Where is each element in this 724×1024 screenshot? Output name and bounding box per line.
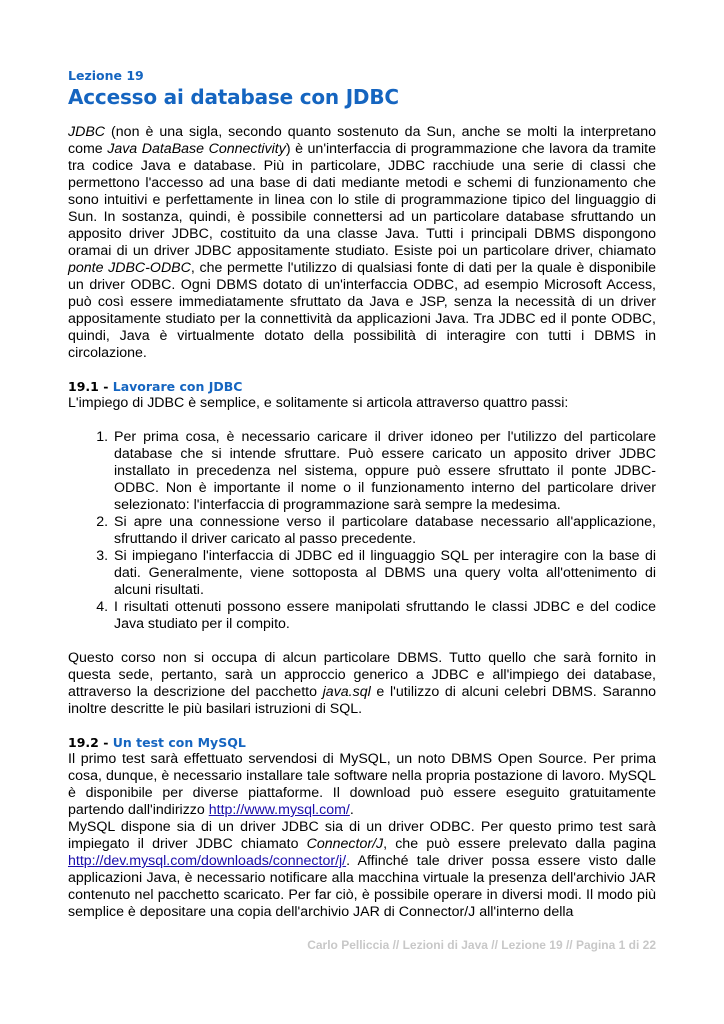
lesson-label: Lezione 19 [68, 68, 144, 83]
intro-paragraph [68, 124, 656, 362]
text-run: . Affinché tale driver possa essere visto dalle applicazioni Java, è necessario notificare alla macchina virtuale la presenza dell'archivio JAR contenuto nel pacchetto scaricato. Per far ciò, è possibile operare in diversi modi. Il modo più semplice è depositare una copia dell'archivio JAR di Connector/J all'interno della [68, 853, 656, 920]
text-run: ) è un'interfaccia di programmazione che lavora da tramite tra codice Java e database. Più in particolare, JDBC racchiude una serie di classi che permettono l'accesso ad una base di dati mediante metodi e schemi di funzionamento che sono intuitivi e perfettamente in linea con lo stile di programmazione tipico del linguaggio di Sun. In sostanza, quindi, è possibile connettersi ad un particolare database sfruttando un apposito driver JDBC, costituito da una classe Java. Tutti i principali DBMS dispongono oramai di un driver JDBC appositamente studiato. Esiste poi un particolare driver, chiamato [68, 141, 657, 259]
italic-term: Connector/J [306, 836, 384, 852]
list-item: 4. I risultati ottenuti possono essere manipolati sfruttando le classi JDBC e del codice Java studiato per il compito. [112, 599, 656, 633]
text-run: MySQL dispone sia di un driver JDBC sia di un driver ODBC. Per questo primo test sarà impiegato il driver JDBC chiamato [68, 819, 656, 852]
section-title: Lavorare con JDBC [112, 379, 243, 394]
text-run: , che permette l'utilizzo di qualsiasi fonte di dati per la quale è disponibile un driver ODBC. Ogni DBMS dotato di un'interfaccia ODBC, ad esempio Microsoft Access, può così essere immediatamente sfruttato da Java e JSP, senza la necessità di un driver appositamente studiato per la connettività da applicazioni Java. Tra JDBC ed il ponte ODBC, quindi, Java è virtualmente dotato della possibilità di interagire con tutti i DBMS in circolazione. [68, 260, 656, 361]
mysql-paragraph-1 [68, 751, 656, 819]
mysql-paragraph-2 [68, 819, 656, 921]
section-lead: L'impiego di JDBC è semplice, e solitamente si articola attraverso quattro passi: [68, 395, 569, 411]
text-run: (non è una sigla, secondo quanto sostenuto da Sun, anche se molti la interpretano come [68, 124, 656, 157]
text-run: Il primo test sarà effettuato servendosi di MySQL, un noto DBMS Open Source. Per prima cosa, dunque, è necessario installare tale software nella propria postazione di lavoro. MySQL è disponibile per diverse piattaforme. Il download può essere eseguito gratuitamente partendo dall'indirizzo [68, 751, 656, 818]
section-title: Un test con MySQL [112, 735, 246, 750]
list-item: 1. Per prima cosa, è necessario caricare il driver idoneo per l'utilizzo del particolare database che si intende sfruttare. Può essere caricato un apposito driver JDBC installato in precedenza nel sistema, oppure può essere sfruttato il ponte JDBC-ODBC. Non è importante il nome o il funzionamento interno del particolare driver selezionato: l'interfaccia di programmazione sarà sempre la medesima. [112, 429, 656, 514]
document-page [68, 68, 656, 921]
section-heading-19-2 [68, 735, 656, 751]
italic-term: ponte JDBC-ODBC [68, 260, 191, 276]
hyperlink[interactable]: http://dev.mysql.com/downloads/connector/j/ [68, 853, 347, 869]
section1-closing-paragraph [68, 650, 656, 718]
list-item: 3. Si impiegano l'interfaccia di JDBC ed il linguaggio SQL per interagire con la base di dati. Generalmente, viene sottoposta al DBMS una query volta all'ottenimento di alcuni risultati. [112, 548, 656, 599]
section-heading-19-1 [68, 379, 656, 395]
italic-term: JDBC [68, 124, 106, 140]
text-run: Questo corso non si occupa di alcun particolare DBMS. Tutto quello che sarà fornito in questa sede, pertanto, sarà un approccio generico a JDBC e all'impiego dei database, attraverso la descrizione del pacchetto [68, 650, 656, 700]
text-run: . [349, 802, 354, 818]
page-title: Accesso ai database con JDBC [68, 85, 399, 109]
steps-list [68, 429, 656, 633]
list-item: 2. Si apre una connessione verso il particolare database necessario all'applicazione, sfruttando il driver caricato al passo precedente. [112, 514, 656, 548]
hyperlink[interactable]: http://www.mysql.com/ [208, 802, 350, 818]
section-number: 19.2 - [68, 735, 113, 750]
page-footer: Carlo Pelliccia // Lezioni di Java // Lezione 19 // Pagina 1 di 22 [307, 938, 656, 952]
text-run: e l'utilizzo di alcuni celebri DBMS. Saranno inoltre descritte le più basilari istruzioni di SQL. [68, 684, 656, 717]
italic-term: Java DataBase Connectivity [107, 141, 286, 157]
text-run: , che può essere prelevato dalla pagina [383, 836, 656, 852]
italic-term: java.sql [322, 684, 371, 700]
section-number: 19.1 - [68, 379, 113, 394]
